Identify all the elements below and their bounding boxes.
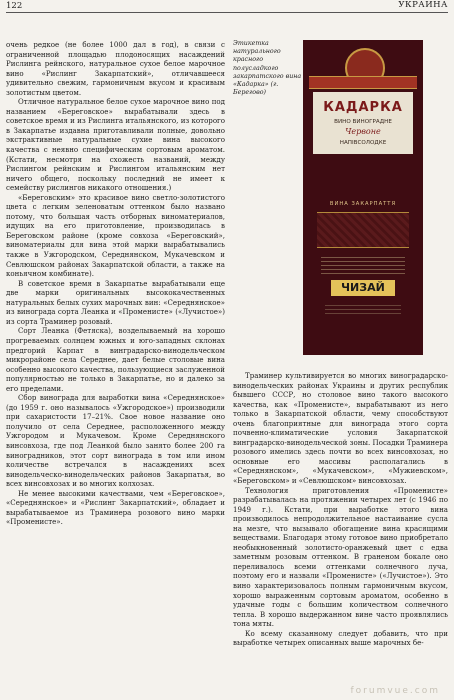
label-bottom-print [325, 302, 401, 316]
paragraph: Технология приготовления «Променисте» разрабатывалась на протяжении четырех лет (с 1946 по 1949 г.). Кстати, при выработке этого вина производилось непродолжительное настаивание сусла на мезге, что вызывало обогащение вина красящими веществами. Благодаря этому готовое вино приобретало необыкновенный золотисто-оранжевый цвет с едва заметным розовым оттенком. В граненом бокале оно переливалось всеми оттенками солнечного луча, поэтому его и назвали «Променисте» («Лучистое»). Это вино характеризовалось полным гармоничным вкусом, хорошо выраженным сортовым ароматом, особенно в удачные годы с большим количеством солнечного тепла. В хорошо выдержанном вине часто проявлялись тона мяты. [233, 485, 448, 629]
label-script: Червоне [345, 127, 381, 136]
right-column [233, 371, 448, 648]
label-panel [313, 92, 413, 154]
grapes-ornament [317, 212, 409, 248]
paragraph: Сбор винограда для выработки вина «Середнянское» (до 1959 г. оно называлось «Ужгородское») производили при сахаристости 17–21%. Свое новое название оно получило от села Середнее, расположенного между Ужгородом и Мукачевом. Кроме Середнянского винсовхоза, где под Леанкой было занято более 200 га виноградников, этот сорт винограда в том или ином количестве встречался в насаждениях всех винодельческо-винодельческих районов Закарпатья, во всех винсовхозах и во многих колхозах. [6, 393, 225, 489]
label-subtitle-2: НАПІВСОЛОДКЕ [339, 140, 387, 146]
page-header [0, 0, 454, 14]
paragraph: В советское время в Закарпатье вырабатывали еще две марки оригинальных высококачественных натуральных белых сухих марочных вин: «Середнянское» из винограда сорта Леанка и «Променисте» («Лучистое») из сорта Траминер розовый. [6, 278, 225, 326]
page-number: 122 [6, 1, 23, 11]
paragraph: Сорт Леанка (Фетяска), возделываемый на хорошо прогреваемых солнцем южных и юго-западных склонах предгорий Карпат в винградарско-винодельческом микрорайоне села Середнее, дает белые столовые вина особенно высокого качества, пользующиеся заслуженной популярностью не только в Закарпатье, но и далеко за его пределами. [6, 326, 225, 393]
paragraph: Ко всему сказанному следует добавить, что при выработке четырех описанных выше марочных бе- [233, 628, 448, 648]
section-title: УКРАИНА [398, 0, 448, 10]
left-column [6, 40, 225, 527]
paragraph: Отличное натуральное белое сухое марочное вино под названием «Береговское» вырабатывали здесь в советское время и из Рислинга итальянского, из которого в Закарпатье издавна приготавливали полные, довольно экстрактивные натуральные сухие вина высокого качества с неявно специфическим сортовым ароматом. (Кстати, несмотря на схожесть названий, между Рислингом рейнским и Рислингом итальянским нет ничего общего, поскольку последний не имеет к семейству рислингов никакого отношения.) [6, 97, 225, 193]
label-subtitle: ВИНО ВИНОГРАДНЕ [334, 119, 392, 125]
header-rule [6, 12, 448, 13]
paragraph: «Береговским» это красивое вино светло-золотистого цвета с легким зеленоватым оттенком было названо потому, что большая часть отборных виноматериалов, идущих на его приготовление, производилась в Береговском районе (кроме совхоза «Береговский», виноматериалы для вина этой марки вырабатывались также в Ужгородском, Середнянском, Мукачевском и Севлюшском районах Закарпатской области, а также на коньячном комбинате). [6, 192, 225, 279]
paragraph: Не менее высокими качествами, чем «Береговское», «Середнянское» и «Рислинг Закарпатский», обладает и вырабатываемое из Траминера розового вино марки «Променисте». [6, 488, 225, 527]
label-fine-print [321, 254, 405, 276]
watermark: forumvue.com [350, 686, 440, 696]
paragraph: Траминер культивируется во многих виноградарско-винодельческих районах Украины и других республик бывшего СССР, но столовое вино такого высокого качества, как «Променисте», вырабатывают из него только в Закарпатской области, чему способствуют очень благоприятные для винограда этого сорта почвенно-климатические условия Закарпатской винградарско-винодельческой зоны. Посадки Траминера розового имелись здесь почти во всех винсовхозах, но основные его массивы располагались в «Середнянском», «Мукачевском», «Мужиевском», «Береговском» и «Севлюшском» винсовхозах. [233, 371, 448, 486]
wine-label-image [303, 40, 423, 355]
label-logo: ЧИЗАЙ [331, 280, 395, 296]
label-band: ВИНА ЗАКАРПАТТЯ [329, 201, 397, 207]
label-title: КАДАРКА [323, 100, 403, 115]
ribbon-decoration [309, 76, 417, 89]
paragraph: очень редкое (не более 1000 дал в год), в связи с ограниченной площадью плодоносящих насаждений Рислинга рейнского, натуральное сухое белое марочное вино «Рислинг Закарпатский», отличавшееся удивительно свежим, гармоничным вкусом и красивым золотистым цветом. [6, 40, 225, 97]
figure-caption: Этикетка натурального красного полусладкого закарпатского вина «Кадарка» (г. Берегово) [233, 40, 302, 97]
